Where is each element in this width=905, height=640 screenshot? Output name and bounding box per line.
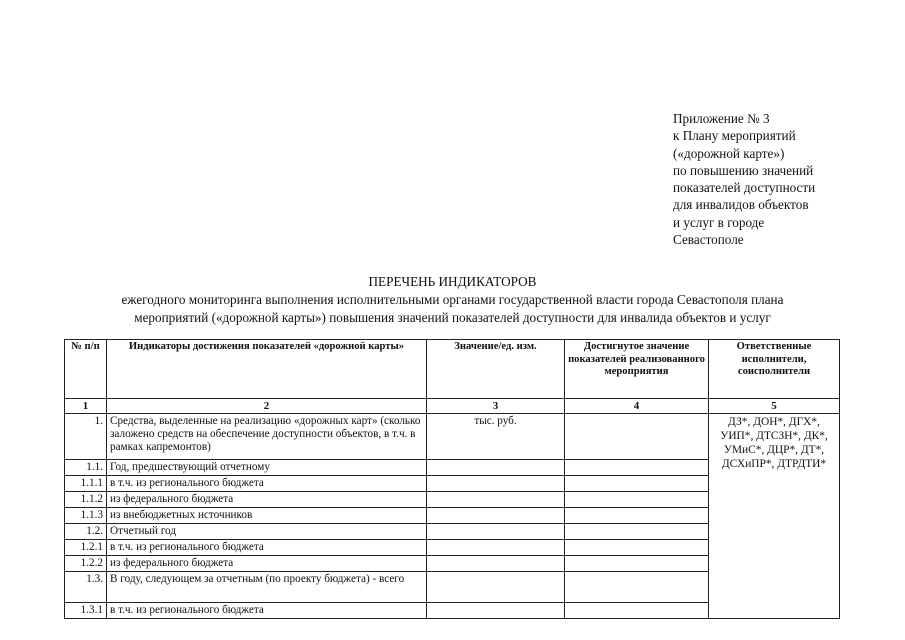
document-title [0, 273, 905, 327]
column-number-row [65, 399, 840, 414]
row-achieved [565, 572, 709, 603]
row-num: 1.1.2 [65, 492, 107, 508]
row-num: 1.1. [65, 460, 107, 476]
row-indicator: Отчетный год [107, 524, 427, 540]
row-indicator: из федерального бюджета [107, 492, 427, 508]
row-indicator: из федерального бюджета [107, 556, 427, 572]
title-line-1: ежегодного мониторинга выполнения исполнительными органами государственной власти города Севастополя плана [121, 292, 784, 307]
row-unit [427, 540, 565, 556]
table-header-row [65, 340, 840, 399]
row-indicator: в т.ч. из регионального бюджета [107, 540, 427, 556]
row-unit [427, 508, 565, 524]
responsible-executors: ДЗ*, ДОН*, ДГХ*, УИП*, ДТСЗН*, ДК*, УМиС*, ДЦР*, ДТ*, ДСХиПР*, ДТРДТИ* [709, 414, 840, 619]
row-unit [427, 572, 565, 603]
appendix-line: показателей доступности [673, 180, 816, 196]
indicators-table [64, 339, 840, 619]
header-responsible: Ответственные исполнители, соисполнители [709, 340, 840, 399]
col-number: 3 [427, 399, 565, 414]
row-achieved [565, 524, 709, 540]
row-indicator: В году, следующем за отчетным (по проекту бюджета) - всего [107, 572, 427, 603]
row-achieved [565, 508, 709, 524]
row-num: 1.2. [65, 524, 107, 540]
appendix-line: к Плану мероприятий [673, 128, 796, 144]
header-value: Значение/ед. изм. [427, 340, 565, 399]
row-num: 1.3. [65, 572, 107, 603]
row-achieved [565, 476, 709, 492]
appendix-line: Севастополе [673, 232, 744, 248]
row-indicator: в т.ч. из регионального бюджета [107, 476, 427, 492]
row-unit [427, 556, 565, 572]
row-achieved [565, 603, 709, 619]
header-achieved: Достигнутое значение показателей реализованного мероприятия [565, 340, 709, 399]
row-num: 1. [65, 414, 107, 460]
appendix-line: Приложение № 3 [673, 111, 770, 126]
appendix-line: и услуг в городе [673, 214, 765, 230]
appendix-block [673, 110, 815, 248]
row-indicator: Средства, выделенные на реализацию «дорожных карт» (сколько заложено средств на обеспечение доступности объектов, в т.ч. в рамках капремонтов) [107, 414, 427, 460]
table-row [65, 414, 840, 460]
row-num: 1.2.1 [65, 540, 107, 556]
appendix-line: для инвалидов объектов [673, 197, 809, 213]
header-indicators: Индикаторы достижения показателей «дорожной карты» [107, 340, 427, 399]
row-indicator: в т.ч. из регионального бюджета [107, 603, 427, 619]
appendix-line: по повышению значений [673, 162, 814, 178]
row-unit: тыс. руб. [427, 414, 565, 460]
row-achieved [565, 540, 709, 556]
row-num: 1.1.3 [65, 508, 107, 524]
header-num: № п/п [65, 340, 107, 399]
appendix-line: («дорожной карте») [673, 145, 785, 161]
row-num: 1.2.2 [65, 556, 107, 572]
row-unit [427, 603, 565, 619]
row-achieved [565, 414, 709, 460]
title-heading: ПЕРЕЧЕНЬ ИНДИКАТОРОВ [368, 274, 537, 289]
row-achieved [565, 556, 709, 572]
row-unit [427, 492, 565, 508]
row-achieved [565, 492, 709, 508]
col-number: 4 [565, 399, 709, 414]
title-line-2: мероприятий («дорожной карты») повышения значений показателей доступности для инвалида объектов и услуг [134, 310, 771, 325]
row-unit [427, 476, 565, 492]
col-number: 2 [107, 399, 427, 414]
col-number: 5 [709, 399, 840, 414]
row-unit [427, 460, 565, 476]
row-achieved [565, 460, 709, 476]
row-indicator: из внебюджетных источников [107, 508, 427, 524]
col-number: 1 [65, 399, 107, 414]
row-num: 1.3.1 [65, 603, 107, 619]
row-unit [427, 524, 565, 540]
row-indicator: Год, предшествующий отчетному [107, 460, 427, 476]
row-num: 1.1.1 [65, 476, 107, 492]
